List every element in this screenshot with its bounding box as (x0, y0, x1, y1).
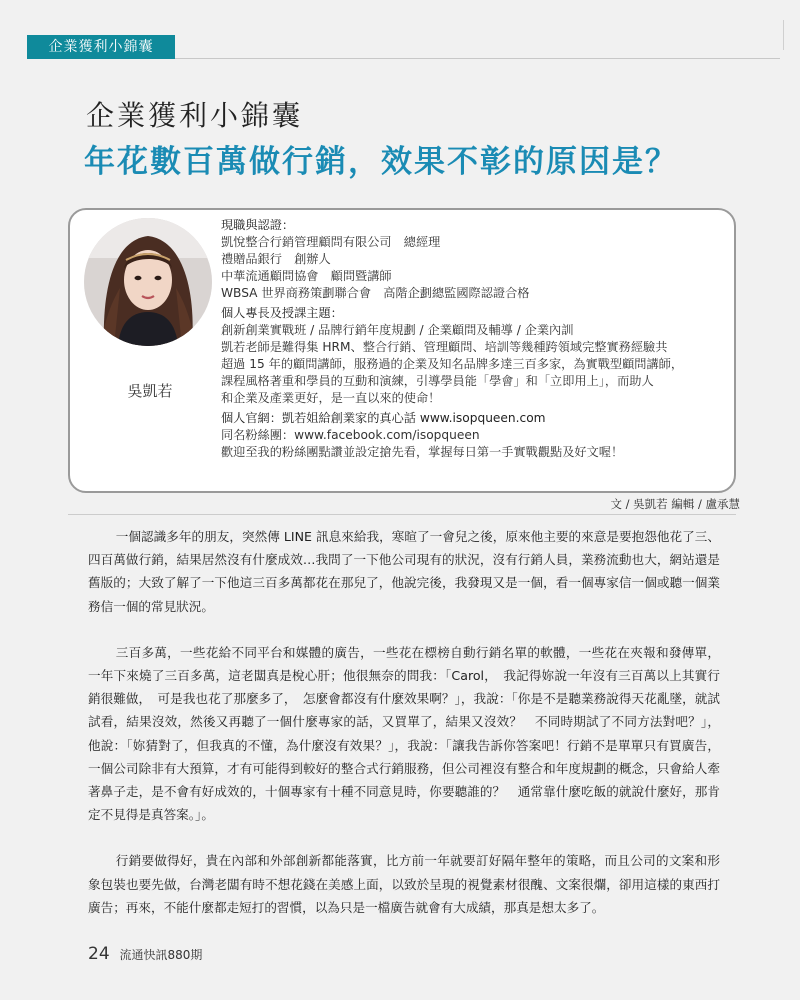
bio-line: 歡迎至我的粉絲團點讚並設定搶先看，掌握每日第一手實戰觀點及好文喔！ (221, 445, 624, 459)
page-footer (88, 944, 202, 964)
article-paragraph: 一個認識多年的朋友，突然傳 LINE 訊息來給我，寒暄了一會兒之後，原來他主要的來意是要抱怨他花了三、四百萬做行銷，結果居然沒有什麼成效…我問了一下他公司現有的狀況，沒有行銷人員，業務流動也大，網站還是舊版的；大致了解了一下他這三百多萬都花在那兒了，他說完後，我發現又是一個，看一個專家信一個或聽一個業務信一個的常見狀況。 (88, 529, 720, 614)
bio-heading: 個人官網：凱若姐給創業家的真心話 www.isopqueen.com (221, 411, 546, 425)
page-corner-mark (783, 20, 784, 50)
author-photo (84, 218, 212, 346)
article-body (88, 525, 720, 919)
author-bio-text (221, 214, 724, 461)
page-number: 24 (88, 944, 110, 964)
bio-heading: 個人專長及授課主題： (221, 306, 343, 320)
bio-heading: 現職與認證： (221, 218, 295, 232)
publication-name: 流通快訊880期 (119, 948, 203, 962)
byline-credit: 文 / 吳凱若 編輯 / 盧承慧 (610, 497, 740, 511)
article-paragraph: 行銷要做得好，貴在內部和外部創新都能落實，比方前一年就要訂好隔年整年的策略，而且公司的文案和形象包裝也要先做，台灣老闆有時不想花錢在美感上面，以致於呈現的視覺素材很醜、文案很爛，卻用這樣的東西打廣告；再來，不能什麼都走短打的習慣，以為只是一檔廣告就會有大成績，那真是想太多了。 (88, 853, 720, 915)
byline-rule (68, 514, 736, 515)
article-series-title: 企業獲利小錦囊 (86, 99, 304, 132)
bio-line: 凱悅整合行銷管理顧問有限公司 總經理 (221, 235, 441, 249)
author-bio-box (68, 208, 736, 493)
bio-line: 中華流通顧問協會 顧問暨講師 (221, 269, 392, 283)
bio-line: WBSA 世界商務策劃聯合會 高階企劃總監國際認證合格 (221, 286, 530, 300)
bio-line: 創新創業實戰班 / 品牌行銷年度規劃 / 企業顧問及輔導 / 企業內訓 (221, 323, 574, 337)
bio-line: 凱若老師是難得集 HRM、整合行銷、管理顧問、培訓等幾種跨領域完整實務經驗共 (221, 340, 668, 354)
header-rule (175, 58, 780, 59)
bio-line: 超過 15 年的顧問講師，服務過的企業及知名品牌多達三百多家，為實戰型顧問講師， (221, 357, 684, 371)
bio-line: 課程風格著重和學員的互動和演練，引導學員能「學會」和「立即用上」，而助人 (221, 374, 654, 388)
section-tag: 企業獲利小錦囊 (27, 35, 175, 59)
author-name: 吳凱若 (127, 382, 173, 400)
bio-line: 和企業及產業更好，是一直以來的使命！ (221, 391, 441, 405)
bio-line: 禮贈品銀行 創辦人 (221, 252, 331, 266)
bio-line: 同名粉絲團：www.facebook.com/isopqueen (221, 428, 480, 442)
article-headline: 年花數百萬做行銷，效果不彰的原因是？ (84, 144, 678, 180)
article-paragraph: 三百多萬，一些花給不同平台和媒體的廣告，一些花在標榜自動行銷名單的軟體，一些花在夾報和發傳單，一年下來燒了三百多萬，這老闆真是梲心肝；他很無奈的問我：「Carol， 我記得妳說一年沒有三百萬以上其實行銷很難做， 可是我也花了那麼多了， 怎麼會都沒有什麼效果啊？」，我說：「你是不是聽業務說得天花亂墜，就試試看，結果沒效，然後又再聽了一個什麼專家的話，又買單了，結果又沒效？ 不同時期試了不同方法對吧？」，他說：「妳猜對了，但我真的不懂，為什麼沒有效果？」，我說：「讓我告訴你答案吧！行銷不是單單只有買廣告，一個公司除非有大預算，才有可能得到較好的整合式行銷服務，但公司裡沒有整合和年度規劃的概念，只會給人牽著鼻子走，是不會有好成效的，十個專家有十種不同意見時，你要聽誰的？ 通常靠什麼吃飯的就說什麼好，那肯定不見得是真答案。」。 (88, 644, 720, 823)
